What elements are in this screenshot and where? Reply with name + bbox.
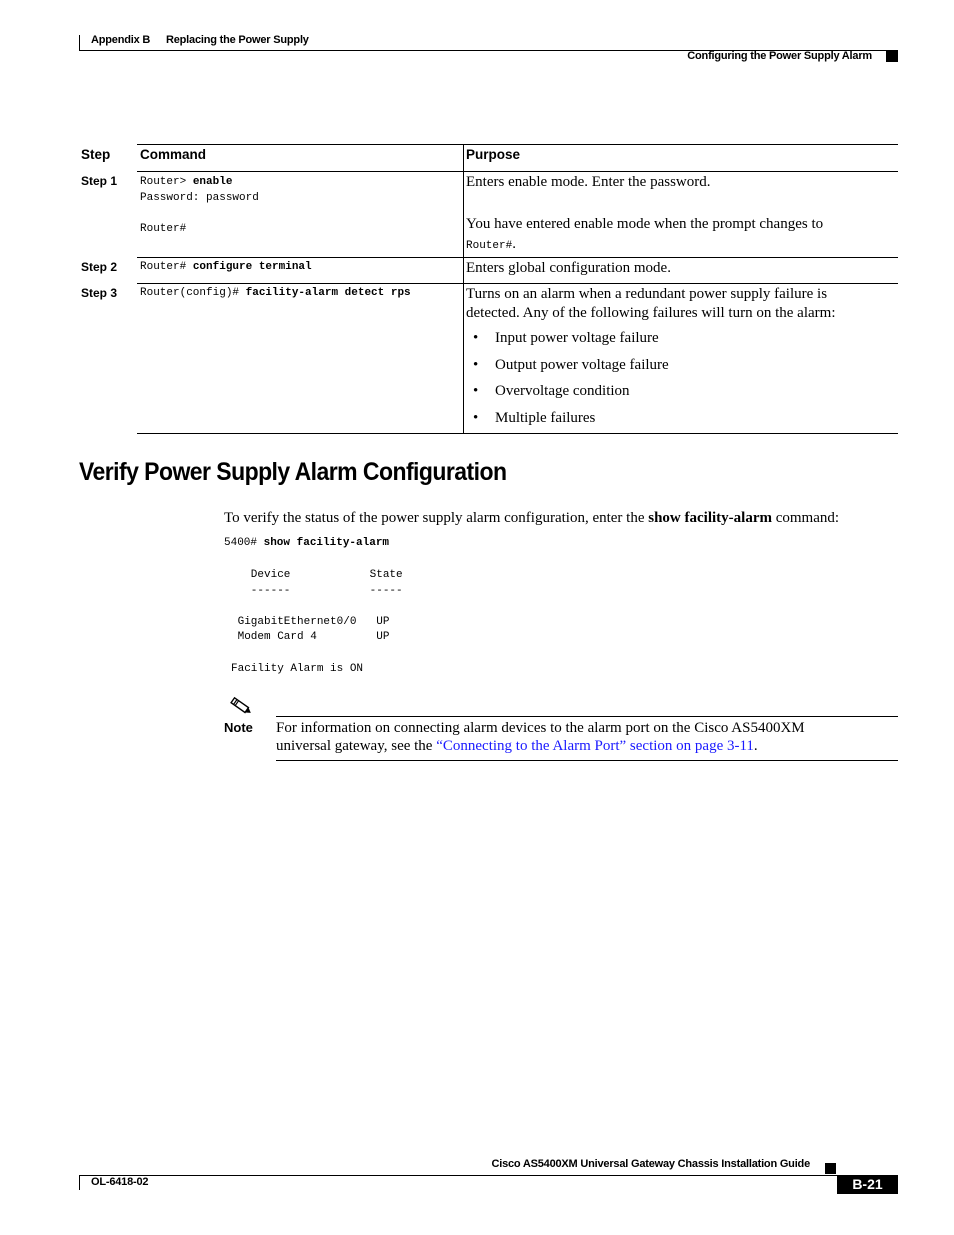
note-line-1: For information on connecting alarm devices to the alarm port on the Cisco AS5400XM (276, 720, 805, 736)
table-top-rule (137, 144, 898, 145)
bullet-text: Multiple failures (495, 410, 596, 426)
table-bottom-rule (137, 433, 898, 434)
step-3-purpose-1: Turns on an alarm when a redundant power supply failure is (466, 286, 828, 302)
footer-doc-number: OL-6418-02 (91, 1176, 149, 1188)
bullet-text: Overvoltage condition (495, 383, 630, 399)
step-3-prompt: Router(config)# (140, 287, 246, 299)
footer-guide-title: Cisco AS5400XM Universal Gateway Chassis Installation Guide (491, 1158, 810, 1170)
step-1-purpose-period: . (512, 236, 516, 252)
note-period: . (753, 738, 758, 754)
step-2-prompt: Router# (140, 261, 193, 273)
note-text: universal gateway, see the (276, 738, 437, 754)
step-1-command (140, 175, 259, 237)
table-header-rule (137, 171, 898, 172)
alarm-port-link[interactable]: “Connecting to the Alarm Port” section on page 3-11 (436, 738, 754, 754)
step-3-label: Step 3 (81, 286, 118, 300)
bullet-text: Input power voltage failure (495, 330, 659, 346)
intro-text: To verify the status of the power supply alarm configuration, enter the (224, 510, 649, 526)
section-title: Verify Power Supply Alarm Configuration (79, 458, 507, 486)
step-1-purpose-code: Router# (466, 240, 513, 252)
section-intro (224, 509, 839, 528)
header-appendix: Appendix B (91, 34, 151, 46)
bullet-dot: • (473, 410, 479, 426)
footer-rule (79, 1175, 898, 1176)
step-1-label: Step 1 (81, 174, 118, 188)
step-3-command (140, 287, 411, 299)
step-1-cmd: enable (192, 176, 233, 188)
bullet-dot: • (473, 330, 479, 346)
step-2-cmd: configure terminal (192, 261, 312, 273)
footer-marker (825, 1163, 836, 1174)
note-line-2 (276, 737, 758, 756)
step-1-purpose-2: You have entered enable mode when the prompt changes to (466, 216, 824, 232)
step-2-rule (137, 283, 898, 284)
step-3-purpose-2: detected. Any of the following failures will turn on the alarm: (466, 305, 836, 321)
bullet-dot: • (473, 357, 479, 373)
header-section: Configuring the Power Supply Alarm (687, 50, 872, 62)
intro-command: show facility-alarm (648, 510, 772, 526)
bullet-text: Output power voltage failure (495, 357, 669, 373)
table-col-divider (463, 144, 464, 433)
header-chapter: Replacing the Power Supply (166, 34, 309, 46)
pencil-icon (228, 694, 254, 718)
bullet-dot: • (473, 383, 479, 399)
code-output: Device State ------ ----- GigabitEthernet0/0 UP Modem Card 4 UP Facility Alarm is ON (231, 569, 403, 675)
step-1-password: Password: password (140, 191, 259, 204)
step-1-purpose-1: Enters enable mode. Enter the password. (466, 174, 711, 190)
header-marker (886, 51, 898, 62)
col-header-purpose: Purpose (466, 147, 521, 162)
step-1-purpose-3 (466, 235, 516, 256)
col-header-step: Step (81, 147, 111, 162)
code-cmd: show facility-alarm (263, 537, 390, 549)
note-bottom-rule (276, 760, 898, 761)
code-command (224, 537, 389, 549)
code-prompt: 5400# (224, 537, 264, 549)
footer-left-tick (79, 1175, 80, 1190)
header-left-tick (79, 35, 80, 50)
note-label: Note (224, 720, 253, 735)
footer-page-number: B-21 (852, 1176, 883, 1192)
step-1-prompt: Router> (140, 176, 193, 188)
intro-text-end: command: (771, 510, 840, 526)
step-1-rule (137, 257, 898, 258)
col-header-command: Command (140, 147, 207, 162)
step-3-cmd: facility-alarm detect rps (245, 287, 411, 299)
step-1-prompt-result: Router# (140, 222, 187, 235)
step-2-command (140, 261, 312, 273)
step-2-purpose: Enters global configuration mode. (466, 260, 671, 276)
step-2-label: Step 2 (81, 260, 118, 274)
note-top-rule (276, 716, 898, 717)
